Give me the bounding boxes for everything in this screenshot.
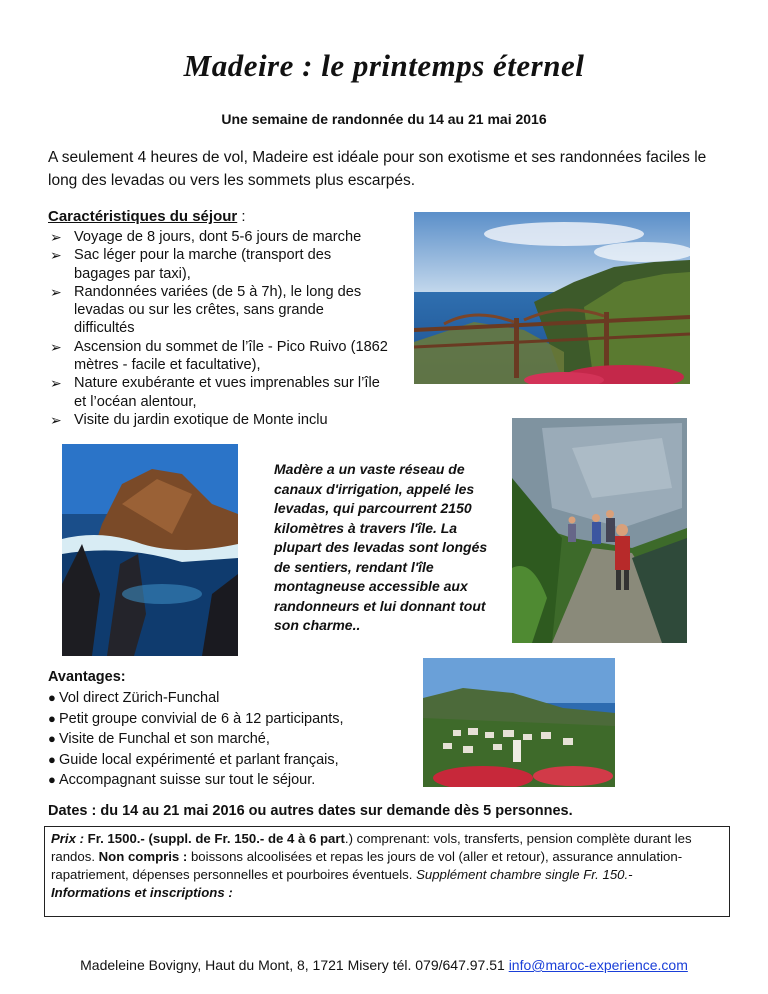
- list-item: [48, 246, 388, 283]
- intro-paragraph: A seulement 4 heures de vol, Madeire est idéale pour son exotisme et ses randonnées faciles le long des levadas ou vers les sommets plus escarpés.: [48, 149, 707, 189]
- list-item: [48, 709, 428, 730]
- price-label: Prix :: [51, 831, 84, 846]
- price-included: .) comprenant: vols, transferts, pension complète durant les randos.: [51, 831, 692, 864]
- list-item: [48, 228, 388, 246]
- advantages-heading: Avantages:: [48, 669, 126, 685]
- page-title: Madeire : le printemps éternel: [183, 48, 585, 83]
- list-item: [48, 750, 428, 771]
- list-item-text: Sac léger pour la marche (transport des bagages par taxi),: [74, 247, 332, 282]
- email-link[interactable]: info@maroc-experience.com: [508, 957, 688, 973]
- subtitle-dates: 14 au 21 mai 2016: [428, 111, 547, 127]
- arrow-bullet-icon: ➢: [50, 247, 62, 264]
- price-box: [44, 826, 730, 917]
- arrow-bullet-icon: ➢: [50, 229, 62, 245]
- dot-bullet-icon: ●: [48, 751, 56, 767]
- dot-bullet-icon: ●: [48, 772, 56, 787]
- list-item: [48, 338, 388, 375]
- advantages-list: [48, 688, 428, 791]
- arrow-bullet-icon: ➢: [50, 338, 62, 355]
- footer-contact: [0, 957, 768, 973]
- info-label: Informations et inscriptions :: [51, 885, 233, 900]
- arrow-bullet-icon: ➢: [50, 411, 62, 428]
- list-item-text: Visite du jardin exotique de Monte inclu: [74, 411, 328, 428]
- characteristics-list: [48, 228, 388, 429]
- dates-line: Dates : du 14 au 21 mai 2016 ou autres dates sur demande dès 5 personnes.: [48, 803, 573, 819]
- list-item-text: Nature exubérante et vues imprenables sur l’île et l’océan alentour,: [74, 375, 380, 410]
- list-item-text: Visite de Funchal et son marché,: [59, 731, 270, 747]
- not-included-label: Non compris :: [98, 849, 188, 864]
- list-item-text: Accompagnant suisse sur tout le séjour.: [59, 772, 316, 788]
- photo-levada-hikers: [512, 418, 687, 643]
- list-item: [48, 729, 428, 750]
- dot-bullet-icon: ●: [48, 731, 56, 746]
- single-supplement: Supplément chambre single Fr. 150.-: [416, 867, 633, 882]
- not-included-text: boissons alcoolisées et repas les jours de vol (aller et retour), assurance annulation-rapatriement, dépenses personnelles et pourboires éventuels.: [51, 849, 683, 882]
- levadas-quote: Madère a un vaste réseau de canaux d'irrigation, appelé les levadas, qui parcourrent 2150 kilomètres à travers l'île. La plupart des levadas sont longés de sentiers, rendant l'île montagneuse accessible aux randonneurs et lui donnant tout son charme..: [274, 461, 488, 633]
- characteristics-heading-text: Caractéristiques du séjour: [48, 208, 238, 225]
- list-item-text: Vol direct Zürich-Funchal: [59, 690, 220, 706]
- list-item-text: Petit groupe convivial de 6 à 12 participants,: [59, 710, 344, 727]
- photo-rock-ocean: [62, 444, 238, 656]
- list-item: [48, 688, 428, 709]
- list-item: [48, 283, 388, 338]
- photo-funchal-view: [423, 658, 615, 787]
- photo-coastal-cliff: [414, 212, 690, 384]
- characteristics-heading-suffix: :: [237, 208, 246, 225]
- list-item-text: Voyage de 8 jours, dont 5-6 jours de marche: [74, 229, 362, 245]
- price-amount: Fr. 1500.- (suppl. de Fr. 150.- de 4 à 6 part: [83, 831, 345, 846]
- list-item-text: Ascension du sommet de l’île - Pico Ruivo (1862 mètres - facile et facultative),: [74, 338, 388, 374]
- list-item-text: Randonnées variées (de 5 à 7h), le long des levadas ou sur les crêtes, sans grande difficultés: [74, 283, 362, 337]
- list-item: [48, 374, 388, 411]
- list-item: [48, 411, 388, 429]
- characteristics-heading: [48, 208, 246, 225]
- list-item-text: Guide local expérimenté et parlant français,: [59, 751, 339, 768]
- dot-bullet-icon: ●: [48, 690, 56, 705]
- list-item: [48, 770, 428, 791]
- arrow-bullet-icon: ➢: [50, 375, 62, 392]
- dot-bullet-icon: ●: [48, 710, 56, 726]
- subtitle: [0, 111, 768, 127]
- subtitle-prefix: Une semaine de randonnée du: [221, 111, 429, 127]
- arrow-bullet-icon: ➢: [50, 283, 62, 300]
- contact-text: Madeleine Bovigny, Haut du Mont, 8, 1721 Misery tél. 079/647.97.51: [80, 957, 509, 973]
